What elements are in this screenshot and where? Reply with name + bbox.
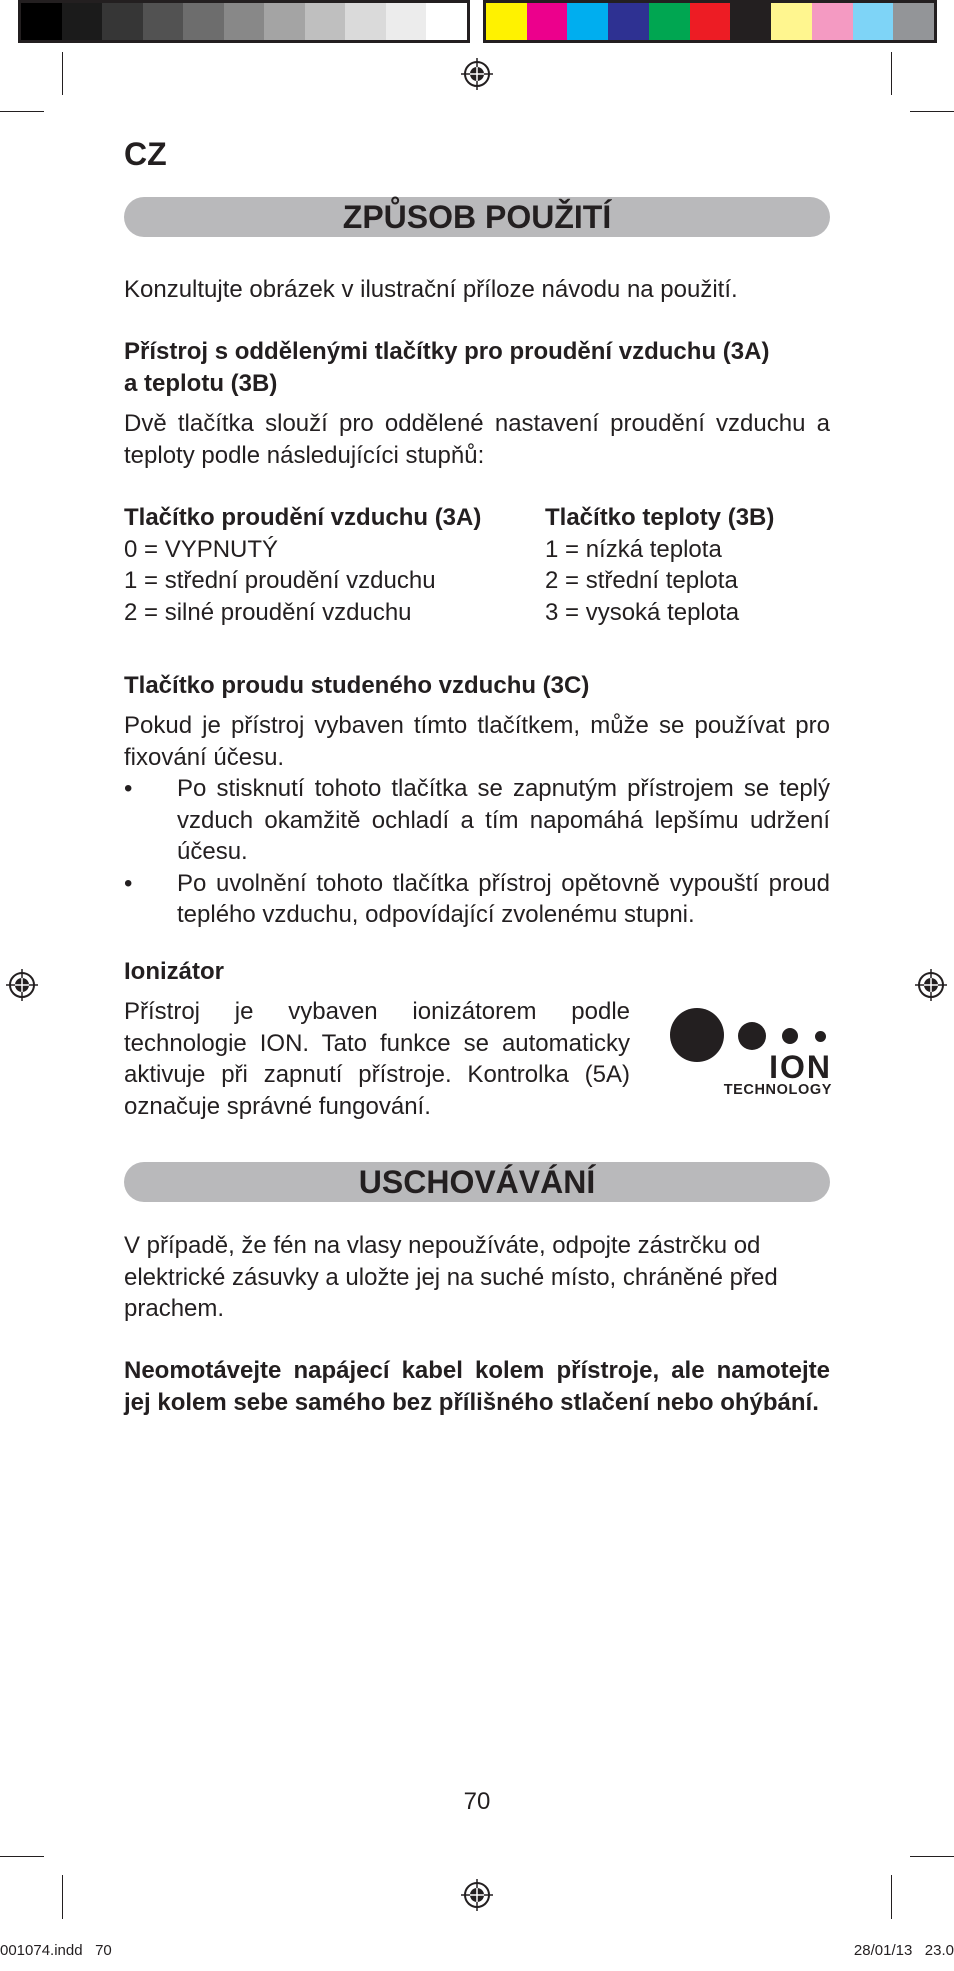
registration-mark-icon bbox=[5, 968, 39, 1002]
color-swatch bbox=[426, 3, 467, 40]
page-number: 70 bbox=[463, 1788, 491, 1815]
list-item: 0 = VYPNUTÝ bbox=[124, 535, 279, 563]
list-item: 1 = střední proudění vzduchu bbox=[124, 567, 436, 594]
color-swatch bbox=[264, 3, 305, 40]
ion-technology-logo bbox=[668, 1006, 832, 1098]
crop-mark bbox=[910, 111, 954, 112]
crop-mark bbox=[0, 1856, 44, 1857]
bullet-text: Po stisknutí tohoto tlačítka se zapnutým přístrojem se teplý vzduch okamžitě ochladí a tím napomáhá lepšímu udržení účesu. bbox=[177, 775, 830, 865]
color-swatch bbox=[345, 3, 386, 40]
color-swatch bbox=[853, 3, 894, 40]
list-item: 2 = střední teplota bbox=[545, 567, 738, 594]
crop-mark bbox=[910, 1856, 954, 1857]
heading-line: Přístroj s oddělenými tlačítky pro proudění vzduchu (3A) bbox=[124, 338, 770, 365]
crop-mark bbox=[891, 52, 892, 95]
column-title: Tlačítko proudění vzduchu (3A) bbox=[124, 504, 482, 531]
color-swatch bbox=[527, 3, 568, 40]
grayscale-color-bar bbox=[18, 0, 470, 43]
color-swatch bbox=[567, 3, 608, 40]
color-swatch bbox=[224, 3, 265, 40]
temperature-button-column bbox=[545, 502, 830, 628]
registration-mark-icon bbox=[460, 57, 494, 91]
intro-text: Konzultujte obrázek v ilustrační příloze návodu na použití. bbox=[124, 276, 738, 303]
airflow-button-column bbox=[124, 502, 544, 628]
color-swatch bbox=[649, 3, 690, 40]
color-swatch bbox=[305, 3, 346, 40]
color-swatch bbox=[62, 3, 103, 40]
ionizer-text: Přístroj je vybaven ionizátorem podle technologie ION. Tato funkce se automaticky aktivuje při zapnutí přístroje. Kontrolka (5A) označuje správné fungování. bbox=[124, 998, 630, 1120]
logo-word: ION bbox=[769, 1049, 832, 1085]
ionizer-heading: Ionizátor bbox=[124, 958, 224, 985]
footer-file-info: 001074.indd 70 bbox=[0, 1942, 112, 1959]
footer-date-info: 28/01/13 23.0 bbox=[853, 1942, 954, 1959]
list-item bbox=[124, 773, 830, 868]
color-swatch bbox=[486, 3, 527, 40]
logo-dot-small bbox=[782, 1028, 798, 1044]
crop-mark bbox=[891, 1875, 892, 1919]
logo-dot-tiny bbox=[815, 1031, 826, 1042]
color-swatch bbox=[183, 3, 224, 40]
bullet-list bbox=[124, 773, 830, 931]
color-swatch bbox=[102, 3, 143, 40]
section-title-storage: USCHOVÁVÁNÍ bbox=[124, 1162, 830, 1202]
storage-text: V případě, že fén na vlasy nepoužíváte, odpojte zástrčku od elektrické zásuvky a uložte jej na suché místo, chráněné před prachem. bbox=[124, 1232, 778, 1322]
crop-mark bbox=[62, 52, 63, 95]
color-swatch bbox=[812, 3, 853, 40]
bullet-icon: • bbox=[124, 869, 133, 897]
color-swatch bbox=[730, 3, 771, 40]
list-item: 3 = vysoká teplota bbox=[545, 598, 740, 626]
logo-dot-medium bbox=[738, 1022, 766, 1050]
logo-dot-large bbox=[670, 1008, 724, 1062]
cold-air-text: Pokud je přístroj vybaven tímto tlačítkem, může se používat pro fixování účesu. bbox=[124, 712, 830, 771]
process-color-bar bbox=[483, 0, 937, 43]
column-title: Tlačítko teploty (3B) bbox=[545, 504, 775, 531]
buttons-description: Dvě tlačítka slouží pro oddělené nastavení proudění vzduchu a teploty podle následujícíci stupňů: bbox=[124, 410, 830, 469]
registration-mark-icon bbox=[460, 1878, 494, 1912]
subsection-heading-buttons bbox=[124, 336, 830, 399]
storage-warning: Neomotávejte napájecí kabel kolem přístroje, ale namotejte jej kolem sebe samého bez přílišného stlačení nebo ohýbání. bbox=[124, 1357, 830, 1416]
color-swatch bbox=[21, 3, 62, 40]
list-item bbox=[124, 868, 830, 931]
bullet-text: Po uvolnění tohoto tlačítka přístroj opětovně vypouští proud teplého vzduchu, odpovídající zvolenému stupni. bbox=[177, 869, 830, 928]
color-swatch bbox=[386, 3, 427, 40]
crop-mark bbox=[62, 1875, 63, 1919]
color-swatch bbox=[608, 3, 649, 40]
list-item: 2 = silné proudění vzduchu bbox=[124, 598, 412, 626]
section-title-usage: ZPŮSOB POUŽITÍ bbox=[124, 197, 830, 237]
registration-mark-icon bbox=[914, 968, 948, 1002]
list-item: 1 = nízká teplota bbox=[545, 535, 722, 563]
crop-mark bbox=[0, 111, 44, 112]
heading-line: a teplotu (3B) bbox=[124, 369, 278, 397]
color-swatch bbox=[690, 3, 731, 40]
color-swatch bbox=[893, 3, 934, 40]
color-swatch bbox=[771, 3, 812, 40]
bullet-icon: • bbox=[124, 775, 133, 802]
logo-subtitle: TECHNOLOGY bbox=[723, 1082, 832, 1098]
color-swatch bbox=[143, 3, 184, 40]
language-label: CZ bbox=[124, 136, 167, 172]
cold-air-heading: Tlačítko proudu studeného vzduchu (3C) bbox=[124, 672, 590, 699]
